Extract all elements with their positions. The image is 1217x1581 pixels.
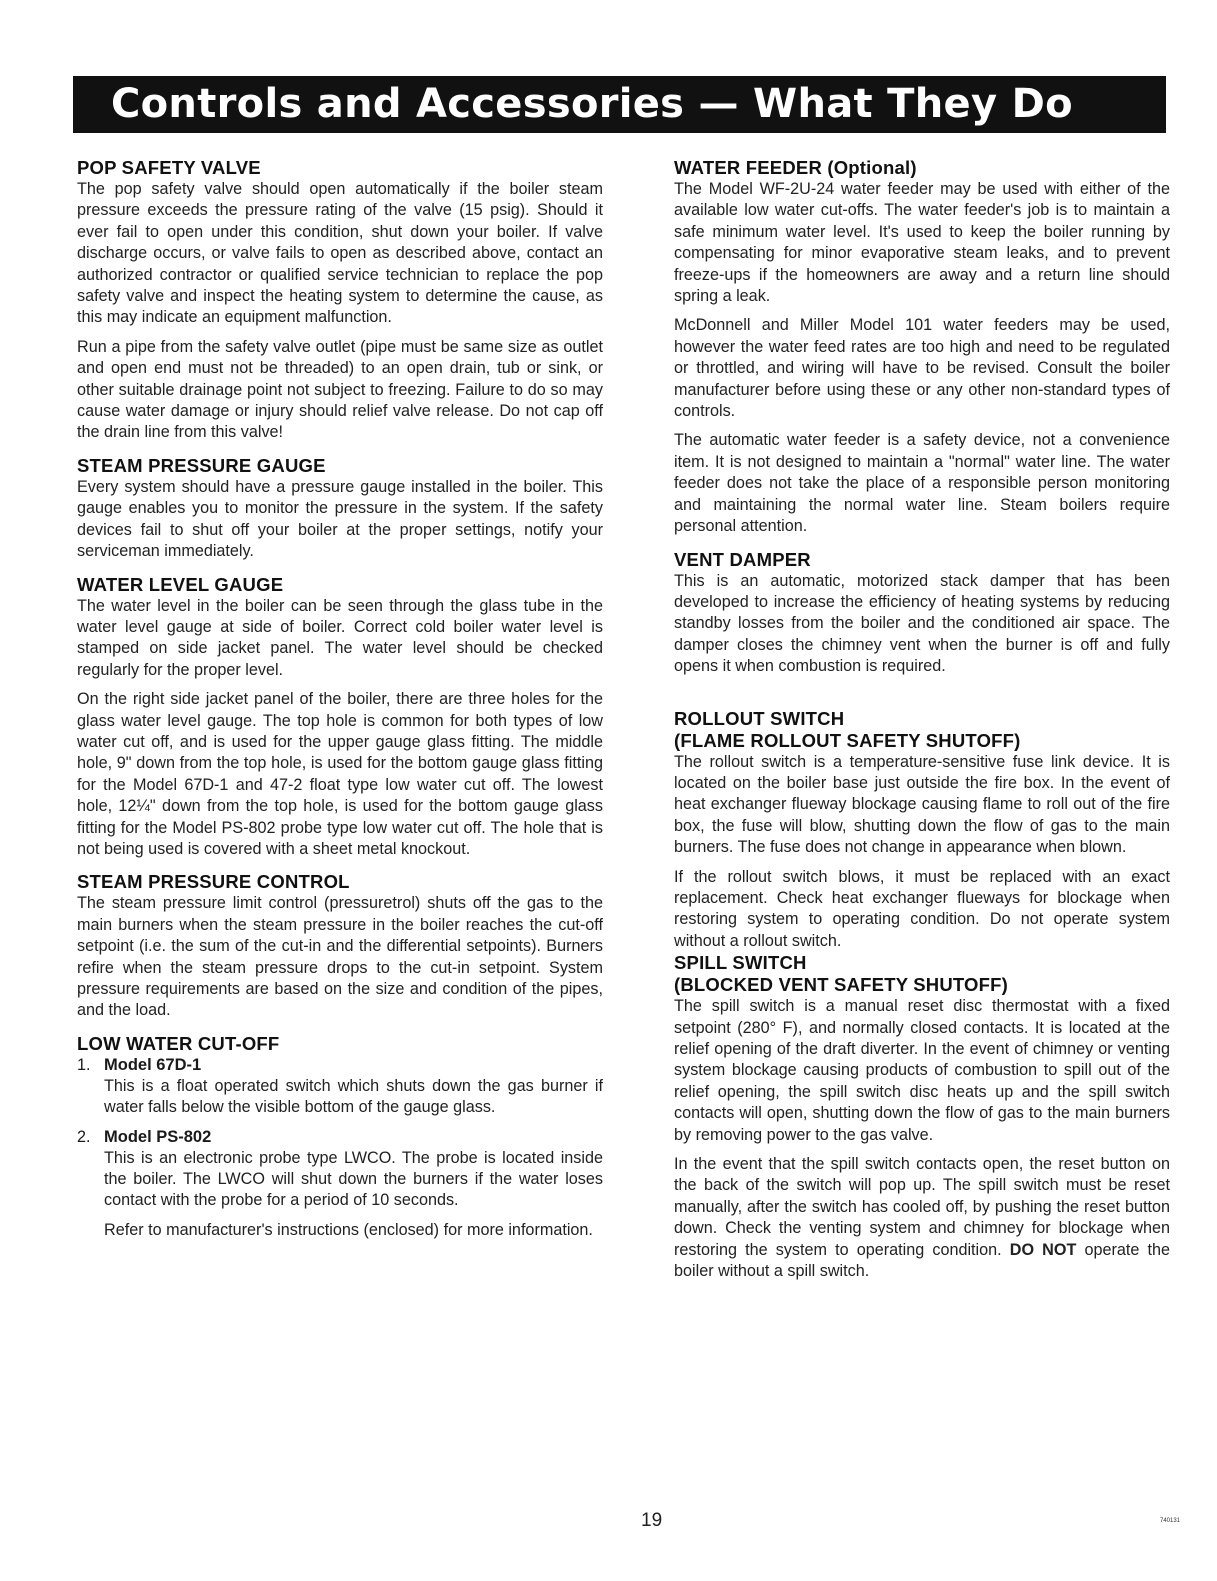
page-title: Controls and Accessories — What They Do <box>73 76 1166 133</box>
document-code: 740131 <box>1160 1518 1181 1524</box>
section-subheading: (BLOCKED VENT SAFETY SHUTOFF) <box>674 974 1009 996</box>
paragraph: If the rollout switch blows, it must be replaced with an exact replacement. Check heat exchanger flueways for blockage when restoring system to operating condition. Do not operate system without a rollout switch. <box>674 867 1170 950</box>
item-text: This is an electronic probe type LWCO. The probe is located inside the boiler. The LWCO will shut down the burners if the water loses contact with the probe for a period of 10 seconds. <box>104 1148 603 1210</box>
list-item <box>77 1127 603 1212</box>
section-subheading: (FLAME ROLLOUT SAFETY SHUTOFF) <box>674 729 1021 751</box>
paragraph: The rollout switch is a temperature-sensitive fuse link device. It is located on the boiler base just outside the fire box. In the event of heat exchanger flueway blockage causing flame to roll out of the fire box, the fuse will blow, shutting down the flow of gas to the main burners. The fuse does not change in appearance when blown. <box>674 752 1170 857</box>
section-heading: ROLLOUT SWITCH <box>674 707 845 729</box>
paragraph: The pop safety valve should open automatically if the boiler steam pressure exceeds the pressure rating of the valve (15 psig). Should it ever fail to open under this condition, shut down your boiler. If valve discharge occurs, or valve fails to open as described above, contact an authorized contractor or qualified service technician to replace the pop safety valve and inspect the heating system to determine the cause, as this may indicate an equipment malfunction. <box>77 180 603 327</box>
right-column <box>674 157 1170 1282</box>
paragraph: McDonnell and Miller Model 101 water feeders may be used, however the water feed rates are too high and need to be regulated or throttled, and wiring will have to be revised. Consult the boiler manufacturer before using these or any other non-standard types of controls. <box>674 316 1170 421</box>
paragraph-text: In the event that the spill switch contacts open, the reset button on the back of the switch will pop up. The spill switch must be reset manually, after the switch has cooled off, by pushing the reset button down. Check the venting system and chimney for blockage when restoring the system to operating condition. <box>674 1155 1170 1259</box>
paragraph-text: operate the boiler without a spill switch. <box>674 1240 1171 1281</box>
paragraph: Run a pipe from the safety valve outlet (pipe must be same size as outlet and open end must not be threaded) to an open drain, tub or sink, or other suitable drainage point not subject to freezing. Failure to do so may cause water damage or injury should relief valve release. Do not cap off the drain line from this valve! <box>77 337 603 442</box>
rollout-switch-section <box>674 708 1170 953</box>
low-water-cutoff-section <box>77 1033 603 1241</box>
steam-pressure-control-section <box>77 871 603 1021</box>
note: Refer to manufacturer's instructions (enclosed) for more information. <box>104 1220 593 1239</box>
water-level-gauge-section <box>77 574 603 861</box>
item-number: 2. <box>77 1127 91 1146</box>
item-number: 1. <box>77 1055 91 1074</box>
spill-switch-section <box>674 952 1170 1282</box>
item-title: Model PS-802 <box>104 1127 212 1146</box>
warning-emphasis: DO NOT <box>1009 1240 1077 1259</box>
item-text: This is a float operated switch which shuts down the gas burner if water falls below the visible bottom of the gauge glass. <box>104 1076 603 1117</box>
water-feeder-section <box>674 157 1170 538</box>
section-heading: POP SAFETY VALVE <box>77 157 261 178</box>
section-heading: STEAM PRESSURE CONTROL <box>77 871 350 893</box>
paragraph: This is an automatic, motorized stack damper that has been developed to increase the efficiency of heating systems by reducing standby losses from the boiler and the conditioned air space. The damper closes the chimney vent when the burner is off and fully opens it when combustion is required. <box>674 571 1170 676</box>
paragraph: The Model WF-2U-24 water feeder may be used with either of the available low water cut-offs. The water feeder's job is to maintain a safe minimum water level. It's used to keep the boiler running by compensating for minor evaporative steam leaks, and to prevent freeze-ups if the homeowners are away and a return line should spring a leak. <box>674 180 1170 306</box>
section-heading: WATER LEVEL GAUGE <box>77 573 284 595</box>
paragraph: Every system should have a pressure gauge installed in the boiler. This gauge enables you to monitor the pressure in the system. If the safety devices fail to shut off your boiler at the proper settings, notify your serviceman immediately. <box>77 477 603 561</box>
vent-damper-section <box>674 549 1170 678</box>
left-column <box>77 157 603 1241</box>
section-heading: STEAM PRESSURE GAUGE <box>77 454 326 476</box>
section-heading: VENT DAMPER <box>674 548 811 570</box>
paragraph: The automatic water feeder is a safety device, not a convenience item. It is not designed to maintain a "normal" water line. The water feeder does not take the place of a responsible person monitoring and maintaining the normal water line. Steam boilers require personal attention. <box>674 431 1170 536</box>
paragraph: The spill switch is a manual reset disc thermostat with a fixed setpoint (280° F), and normally closed contacts. It is located at the relief opening of the draft diverter. In the event of chimney or venting system blockage causing products of combustion to spill out of the relief opening, the spill switch disc heats up and the spill switch contacts will open, shutting down the flow of gas to the main burners by removing power to the gas valve. <box>674 997 1170 1144</box>
page-number: 19 <box>641 1510 663 1531</box>
section-heading: SPILL SWITCH <box>674 952 807 974</box>
list-item <box>77 1055 603 1119</box>
numbered-list <box>77 1055 603 1241</box>
paragraph: The water level in the boiler can be seen through the glass tube in the water level gauge at side of boiler. Correct cold boiler water level is stamped on side jacket panel. The water level should be checked regularly for the proper level. <box>77 596 603 679</box>
pop-safety-valve-section <box>77 157 603 444</box>
paragraph: The steam pressure limit control (pressuretrol) shuts off the gas to the main burners when the steam pressure in the boiler reaches the cut-off setpoint (i.e. the sum of the cut-in and the differential setpoints). Burners refire when the steam pressure drops to the cut-in setpoint. System pressure requirements are based on the size and condition of the pipes, and the load. <box>77 894 603 1020</box>
steam-pressure-gauge-section <box>77 455 603 563</box>
paragraph <box>674 1154 1170 1282</box>
section-heading: WATER FEEDER (Optional) <box>674 157 917 178</box>
item-title: Model 67D-1 <box>104 1055 202 1074</box>
section-heading: LOW WATER CUT-OFF <box>77 1032 280 1054</box>
paragraph: On the right side jacket panel of the boiler, there are three holes for the glass water level gauge. The top hole is common for both types of low water cut off, and is used for the upper gauge glass fitting. The middle hole, 9" down from the top hole, is used for the bottom gauge glass fitting for the Model 67D-1 and 47-2 float type low water cut off. The lowest hole, 12¼" down from the top hole, is used for the bottom gauge glass fitting for the Model PS-802 probe type low water cut off. The hole that is not being used is covered with a sheet metal knockout. <box>77 690 603 858</box>
